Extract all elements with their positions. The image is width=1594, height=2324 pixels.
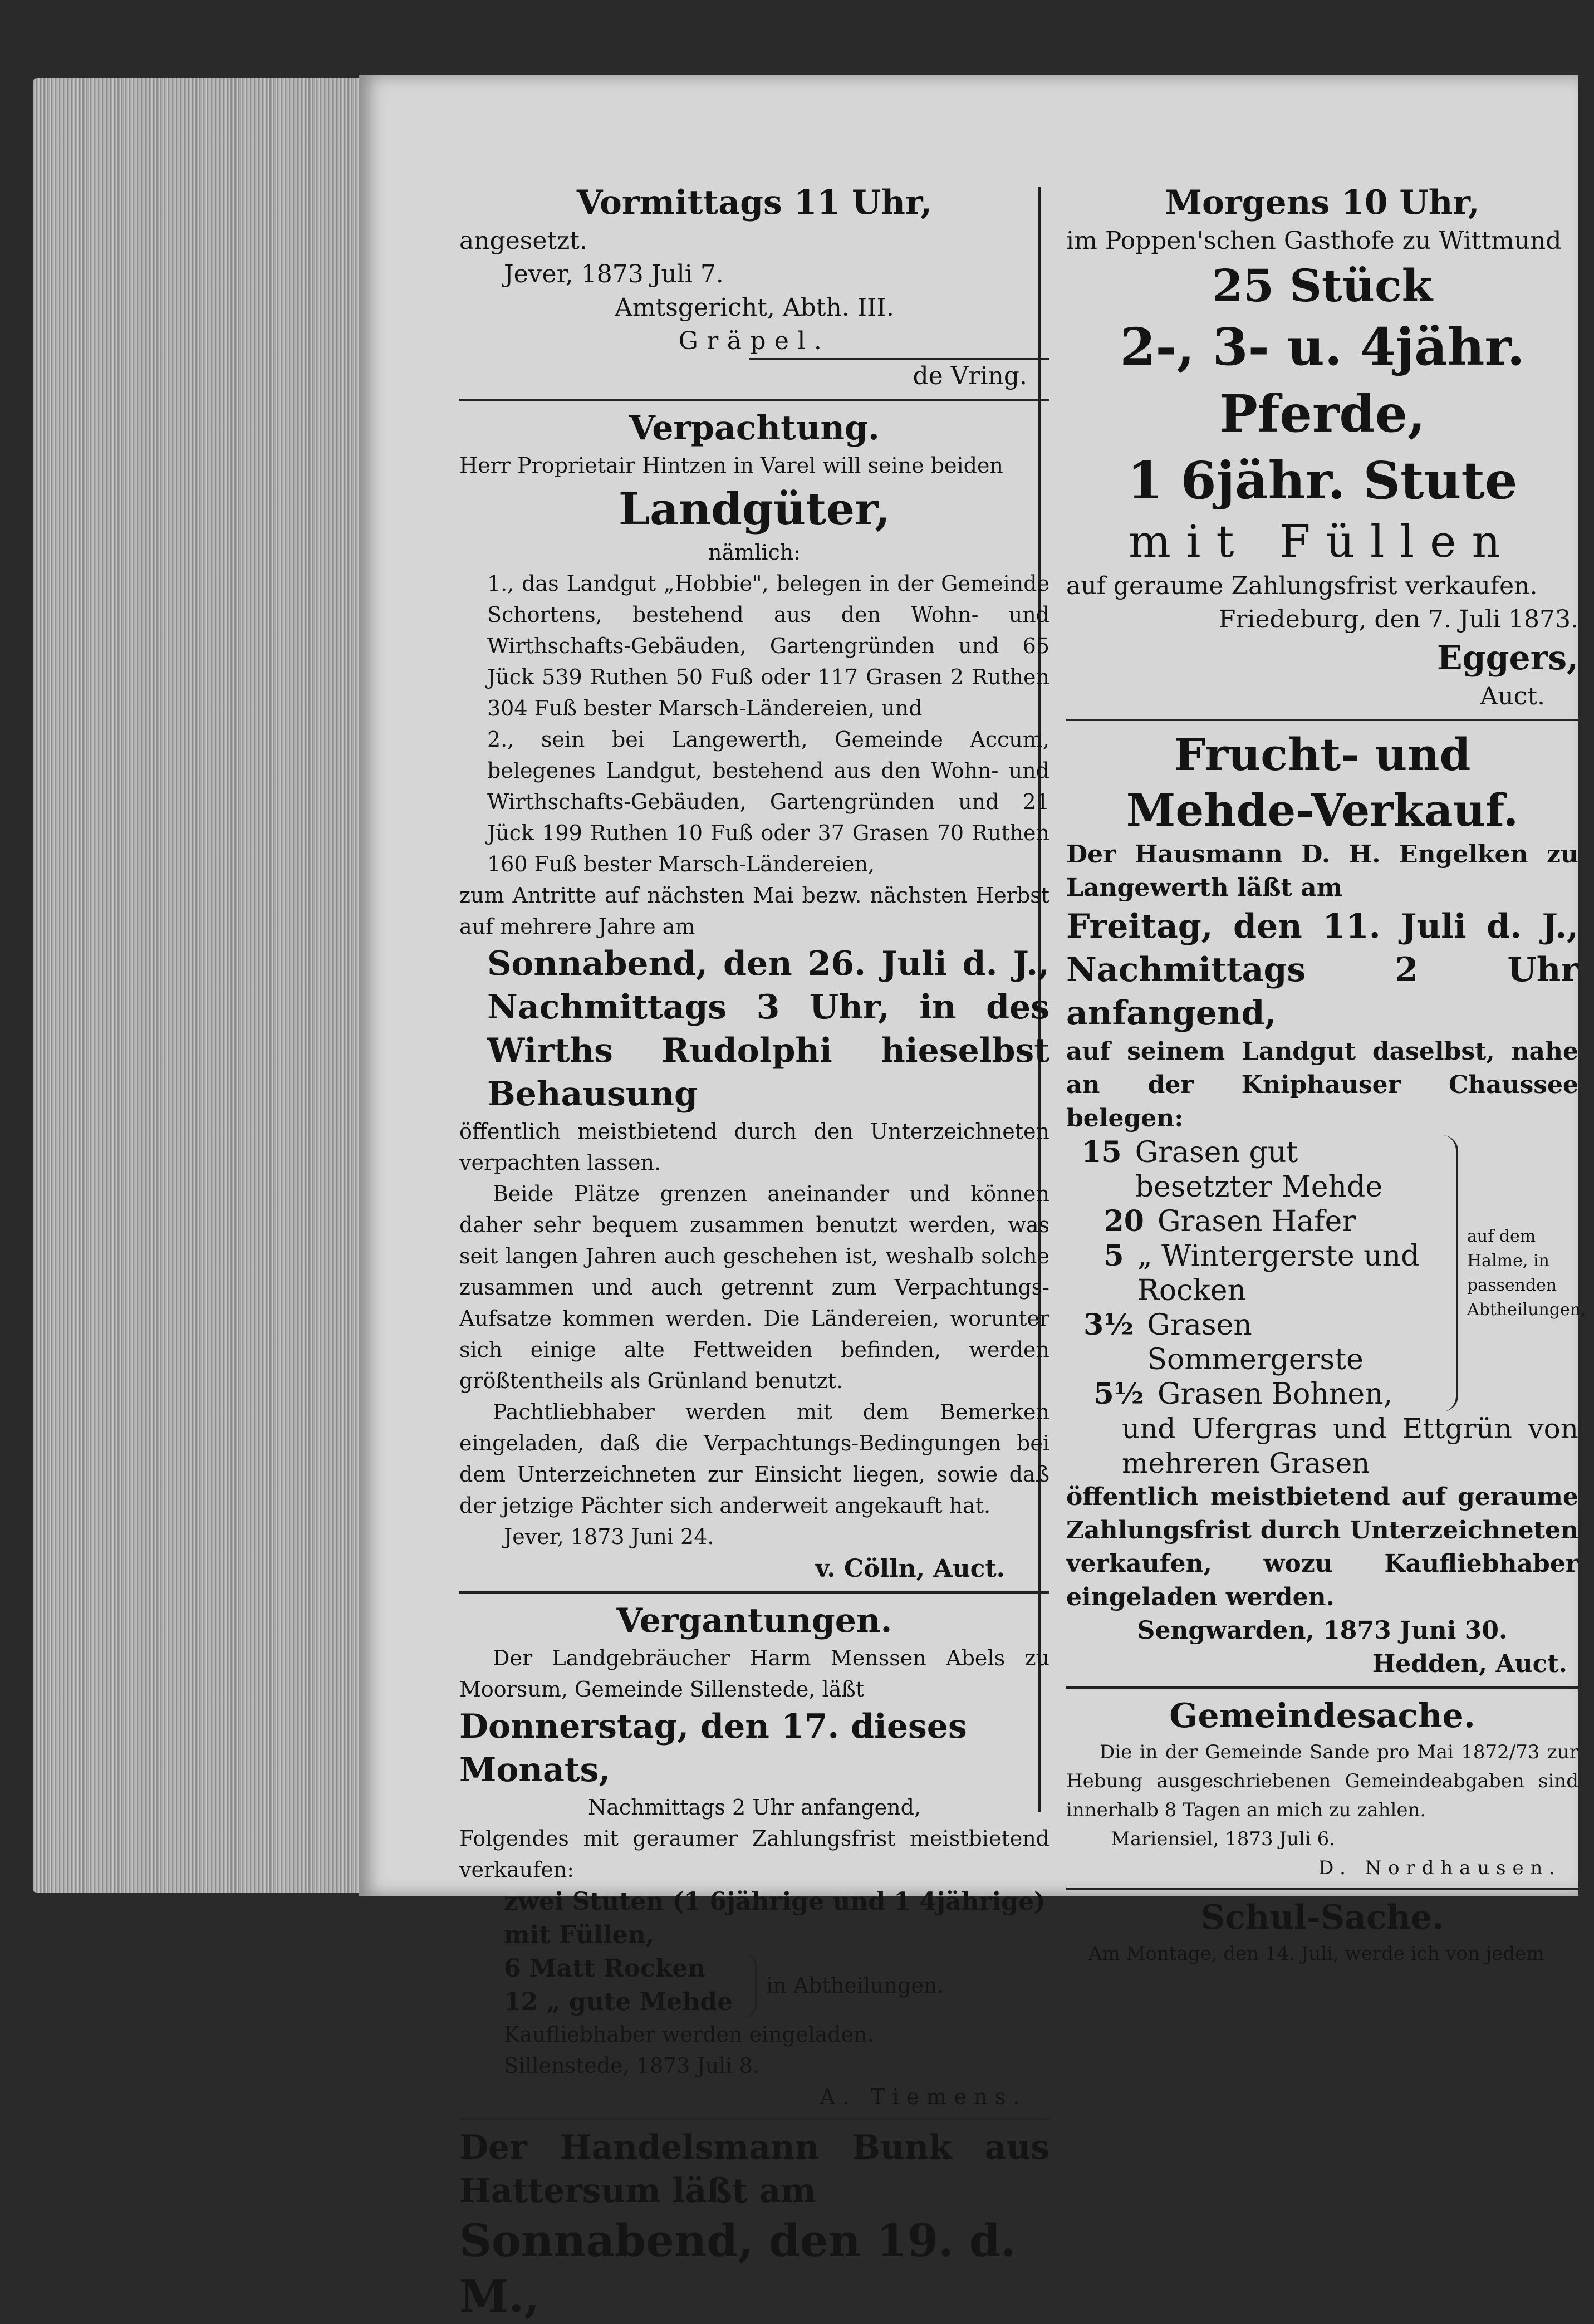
municipal-heading: Gemeindesache.: [1169, 1697, 1475, 1735]
newspaper-page: [359, 75, 1586, 2322]
crop-item-text: Grasen Hafer: [1158, 1205, 1356, 1238]
lease-notice: [459, 406, 1049, 1586]
lease-item-2: 2., sein bei Langewerth, Gemeinde Accum, belegenes Landgut, bestehend aus den Wohn- und Wirthschafts-Gebäuden, Gartengründen und 21 Jück 199 Ruthen 10 Fuß oder 37 Grasen 70 Ruthen 160 Fuß bester Marsch-Ländereien,: [487, 727, 1049, 876]
merchant-line-1: Der Handelsmann Bunk aus Hattersum läßt am: [459, 2128, 1049, 2210]
lease-publicly: öffentlich meistbietend durch den Unterzeichneten verpachten lassen.: [459, 1119, 1049, 1175]
auction-item-3: 12 „ gute Mehde: [504, 1988, 733, 2016]
right-column: [1066, 181, 1586, 1968]
auction-intro: Der Landgebräucher Harm Menssen Abels zu Moorsum, Gemeinde Sillenstede, läßt: [459, 1646, 1049, 1702]
lease-date: Sonnabend, den 26. Juli d. J., Nachmittags 3 Uhr, in des Wirths Rudolphi hieselbst Behausung: [487, 944, 1049, 1114]
separator: [459, 399, 1049, 401]
municipal-text: Die in der Gemeinde Sande pro Mai 1872/73 zur Hebung ausgeschriebenen Gemeindeabgaben sind innerhalb 8 Tagen an mich zu zahlen.: [1066, 1741, 1578, 1821]
merchant-line-2: Sonnabend, den 19. d. M.,: [459, 2214, 1016, 2322]
court-notice-angesetzt: angesetzt.: [459, 227, 587, 255]
lease-title: Landgüter,: [618, 483, 891, 535]
crop-item: [1066, 1135, 1434, 1204]
horse-sale-place-date: Friedeburg, den 7. Juli 1873.: [1218, 605, 1578, 634]
court-notice-time: Vormittags 11 Uhr,: [576, 183, 933, 222]
crop-sale-intro: Der Hausmann D. H. Engelken zu Langewerth läßt am: [1066, 840, 1578, 902]
crop-sale-date: Freitag, den 11. Juli d. J., Nachmittags 2 Uhr anfangend,: [1066, 907, 1578, 1033]
crop-sale-signature: Hedden, Auct.: [1372, 1650, 1567, 1678]
court-notice-place-date: Jever, 1873 Juli 7.: [504, 260, 724, 288]
crop-item-quantity: 20: [1103, 1204, 1144, 1238]
auction-heading: Vergantungen.: [616, 1601, 892, 1640]
crop-item-quantity: 5: [1103, 1239, 1124, 1273]
crop-sale-publicly: öffentlich meistbietend auf geraume Zahlungsfrist durch Unterzeichneten verkaufen, wozu Kaufliebhaber eingeladen werden.: [1066, 1483, 1578, 1611]
court-notice-name: Gräpel.: [678, 327, 831, 355]
crop-sale-notice: [1066, 727, 1586, 1681]
school-notice: [1066, 1896, 1578, 1968]
auction-item-1: zwei Stuten (1 6jährige und 1 4jährige) mit Füllen,: [504, 1887, 1046, 1949]
horse-sale-time: Morgens 10 Uhr,: [1165, 183, 1480, 222]
auction-invite: Kaufliebhaber werden eingeladen.: [504, 2022, 874, 2047]
municipal-place-date: Mariensiel, 1873 Juli 6.: [1111, 1828, 1336, 1850]
horse-sale-auctioneer: Eggers,: [1436, 639, 1578, 678]
crop-item: [1066, 1377, 1434, 1411]
curly-bracket: [1443, 1135, 1458, 1411]
crop-item-text: Grasen Sommergerste: [1147, 1308, 1364, 1376]
crop-sale-place-date: Sengwarden, 1873 Juni 30.: [1137, 1616, 1508, 1645]
merchant-notice: [459, 2126, 1049, 2324]
crop-sale-heading-1: Frucht- und: [1174, 728, 1471, 781]
school-text: Am Montage, den 14. Juli, werde ich von jedem: [1088, 1943, 1544, 1965]
horse-sale-foal: mit Füllen: [1128, 516, 1517, 567]
auction-time: Nachmittags 2 Uhr anfangend,: [588, 1795, 921, 1820]
crop-item: [1066, 1239, 1434, 1308]
lease-heading: Verpachtung.: [629, 409, 880, 448]
separator: [459, 2118, 1049, 2120]
auction-item-2: 6 Matt Rocken: [504, 1954, 706, 1983]
auction-signature: A. Tiemens.: [820, 2085, 1027, 2109]
horse-sale-horses: 2-, 3- u. 4jähr. Pferde,: [1120, 317, 1525, 444]
court-notice-court: Amtsgericht, Abth. III.: [615, 293, 894, 322]
auction-place-date: Sillenstede, 1873 Juli 8.: [504, 2053, 759, 2078]
auction-bracket-note: in Abtheilungen.: [766, 1973, 944, 1998]
municipal-notice: [1066, 1694, 1578, 1882]
horse-sale-count: 25 Stück: [1212, 259, 1433, 312]
book-page-edges: [33, 78, 362, 1893]
lease-paragraph-2: Pachtliebhaber werden mit dem Bemerken eingeladen, daß die Verpachtungs-Bedingungen bei dem Unterzeichneten zur Einsicht liegen, sowie daß der jetzige Pächter sich anderweit angekauft hat.: [459, 1400, 1049, 1518]
municipal-signature: D. Nordhausen.: [1318, 1857, 1562, 1879]
separator: [1066, 1888, 1578, 1890]
crop-item: [1066, 1308, 1434, 1377]
lease-place-date: Jever, 1873 Juni 24.: [504, 1524, 714, 1549]
crop-item-text: Grasen gut besetzter Mehde: [1135, 1136, 1383, 1204]
crop-item: [1066, 1204, 1434, 1239]
lease-signature: v. Cölln, Auct.: [815, 1555, 1005, 1583]
crop-sale-bracket-note: auf dem Halme, in passenden Abtheilungen,: [1467, 1227, 1586, 1320]
crop-sale-heading-2: Mehde-Verkauf.: [1126, 784, 1519, 836]
crop-item-text: „ Wintergerste und Rocken: [1137, 1239, 1420, 1307]
horse-sale-place: im Poppen'schen Gasthofe zu Wittmund: [1066, 227, 1562, 255]
horse-sale-mare: 1 6jähr. Stute: [1127, 450, 1518, 511]
crop-item-quantity: 5½: [1093, 1377, 1144, 1411]
crop-sale-location: auf seinem Landgut daselbst, nahe an der Kniphauser Chaussee belegen:: [1066, 1037, 1578, 1132]
auction-notice: [459, 1599, 1049, 2112]
horse-sale-notice: [1066, 181, 1578, 713]
auction-text: Folgendes mit geraumer Zahlungsfrist meistbietend verkaufen:: [459, 1826, 1049, 1882]
separator: [1066, 719, 1578, 721]
lease-item-1: 1., das Landgut „Hobbie", belegen in der Gemeinde Schortens, bestehend aus den Wohn- und Wirthschafts-Gebäuden, Gartengründen und 65 Jück 539 Ruthen 50 Fuß oder 117 Grasen 2 Ruthen 304 Fuß bester Marsch-Ländereien, und: [487, 571, 1049, 720]
crop-sale-bracket-group: [1066, 1135, 1586, 1411]
crop-item-text: Grasen Bohnen,: [1158, 1377, 1393, 1411]
left-column: [459, 181, 1049, 2324]
separator: [1066, 1686, 1578, 1689]
court-notice: [459, 181, 1049, 393]
horse-sale-terms: auf geraume Zahlungsfrist verkaufen.: [1066, 572, 1538, 600]
crop-item-quantity: 15: [1081, 1135, 1122, 1169]
horse-sale-auct: Auct.: [1480, 682, 1545, 710]
court-notice-clerk: de Vring.: [749, 358, 1049, 393]
lease-intro: Herr Proprietair Hintzen in Varel will seine beiden: [459, 453, 1003, 478]
crop-sale-extra: und Ufergras und Ettgrün von mehreren Grasen: [1122, 1413, 1578, 1479]
crop-item-quantity: 3½: [1083, 1308, 1134, 1342]
separator: [459, 1591, 1049, 1594]
auction-bracket-group: [459, 1952, 1049, 2019]
curly-bracket: [742, 1952, 757, 2019]
school-heading: Schul-Sache.: [1200, 1898, 1444, 1937]
lease-namely: nämlich:: [708, 540, 801, 565]
auction-date: Donnerstag, den 17. dieses Monats,: [459, 1707, 967, 1789]
lease-paragraph-1: Beide Plätze grenzen aneinander und können daher sehr bequem zusammen benutzt werden, was seit langen Jahren auch geschehen ist, weshalb solche zusammen und auch getrennt zum Verpachtungs-Aufsatze kommen werden. Die Ländereien, worunter sich einige alte Fettweiden befinden, werden größtentheils als Grünland benutzt.: [459, 1181, 1049, 1393]
lease-terms: zum Antritte auf nächsten Mai bezw. nächsten Herbst auf mehrere Jahre am: [459, 883, 1049, 939]
